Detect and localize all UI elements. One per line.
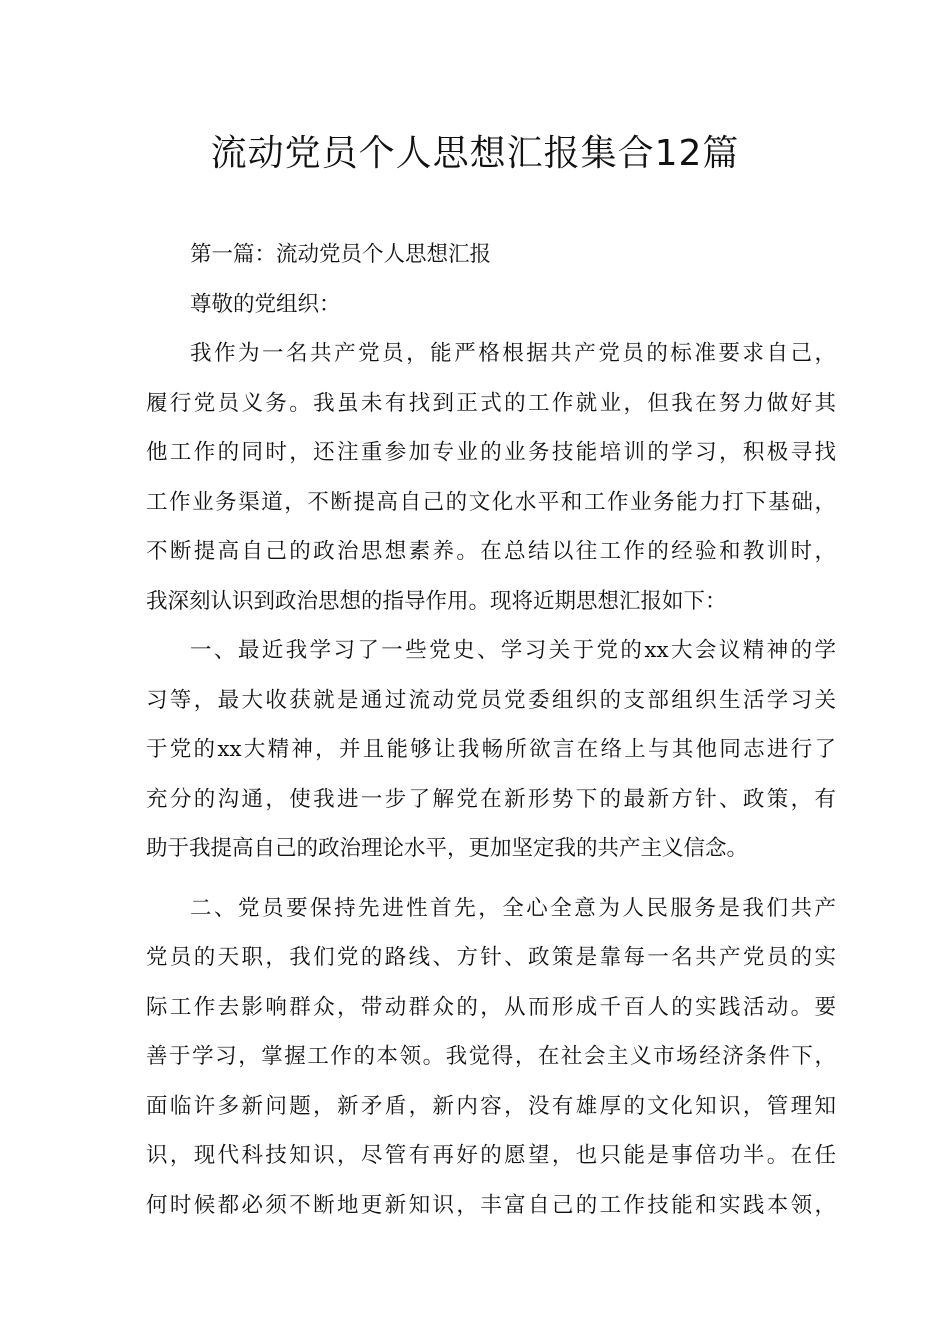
salutation: 尊敬的党组织： xyxy=(190,291,341,317)
paragraph-3 xyxy=(146,884,836,1231)
paragraph-spacer xyxy=(146,874,836,884)
document-title: 流动党员个人思想汇报集合12篇 xyxy=(210,133,740,174)
paragraph-line: 识，现代科技知识，尽管有再好的愿望，也只能是事倍功半。在任 xyxy=(146,1143,836,1168)
section-heading: 第一篇：流动党员个人思想汇报 xyxy=(190,242,492,267)
paragraph-line: 善于学习，掌握工作的本领。我觉得，在社会主义市场经济条件下， xyxy=(146,1044,836,1069)
paragraph-1 xyxy=(146,329,836,626)
paragraph-line: 他工作的同时，还注重参加专业的业务技能培训的学习，积极寻找 xyxy=(146,440,836,465)
paragraph-line: 我作为一名共产党员，能严格根据共产党员的标准要求自己， xyxy=(190,341,836,366)
paragraph-line: 党员的天职，我们党的路线、方针、政策是靠每一名共产党员的实 xyxy=(146,945,836,970)
paragraph-line: 何时候都必须不断地更新知识，丰富自己的工作技能和实践本领， xyxy=(146,1192,836,1218)
paragraph-line: 履行党员义务。我虽未有找到正式的工作就业，但我在努力做好其 xyxy=(146,390,836,416)
paragraph-line: 二、党员要保持先进性首先，全心全意为人民服务是我们共产 xyxy=(190,895,836,921)
paragraph-line: 我深刻认识到政治思想的指导作用。现将近期思想汇报如下： xyxy=(146,588,727,614)
paragraph-line: 于党的xx大精神，并且能够让我畅所欲言在络上与其他同志进行了 xyxy=(146,737,836,762)
paragraph-line: 助于我提高自己的政治理论水平，更加坚定我的共产主义信念。 xyxy=(146,836,749,861)
paragraph-line: 际工作去影响群众，带动群众的，从而形成千百人的实践活动。要 xyxy=(146,994,836,1020)
paragraph-2 xyxy=(146,626,836,874)
document-body xyxy=(146,230,836,1230)
paragraph-line: 工作业务渠道，不断提高自己的文化水平和工作业务能力打下基础， xyxy=(146,489,836,515)
paragraph-line: 不断提高自己的政治思想素养。在总结以往工作的经验和教训时， xyxy=(146,539,836,564)
paragraph-line: 面临许多新问题，新矛盾，新内容，没有雄厚的文化知识，管理知 xyxy=(146,1093,836,1119)
paragraph-line: 一、最近我学习了一些党史、学习关于党的xx大会议精神的学 xyxy=(190,638,836,663)
paragraph-line: 充分的沟通，使我进一步了解党在新形势下的最新方针、政策，有 xyxy=(146,786,836,812)
paragraph-line: 习等，最大收获就是通过流动党员党委组织的支部组织生活学习关 xyxy=(146,687,836,713)
